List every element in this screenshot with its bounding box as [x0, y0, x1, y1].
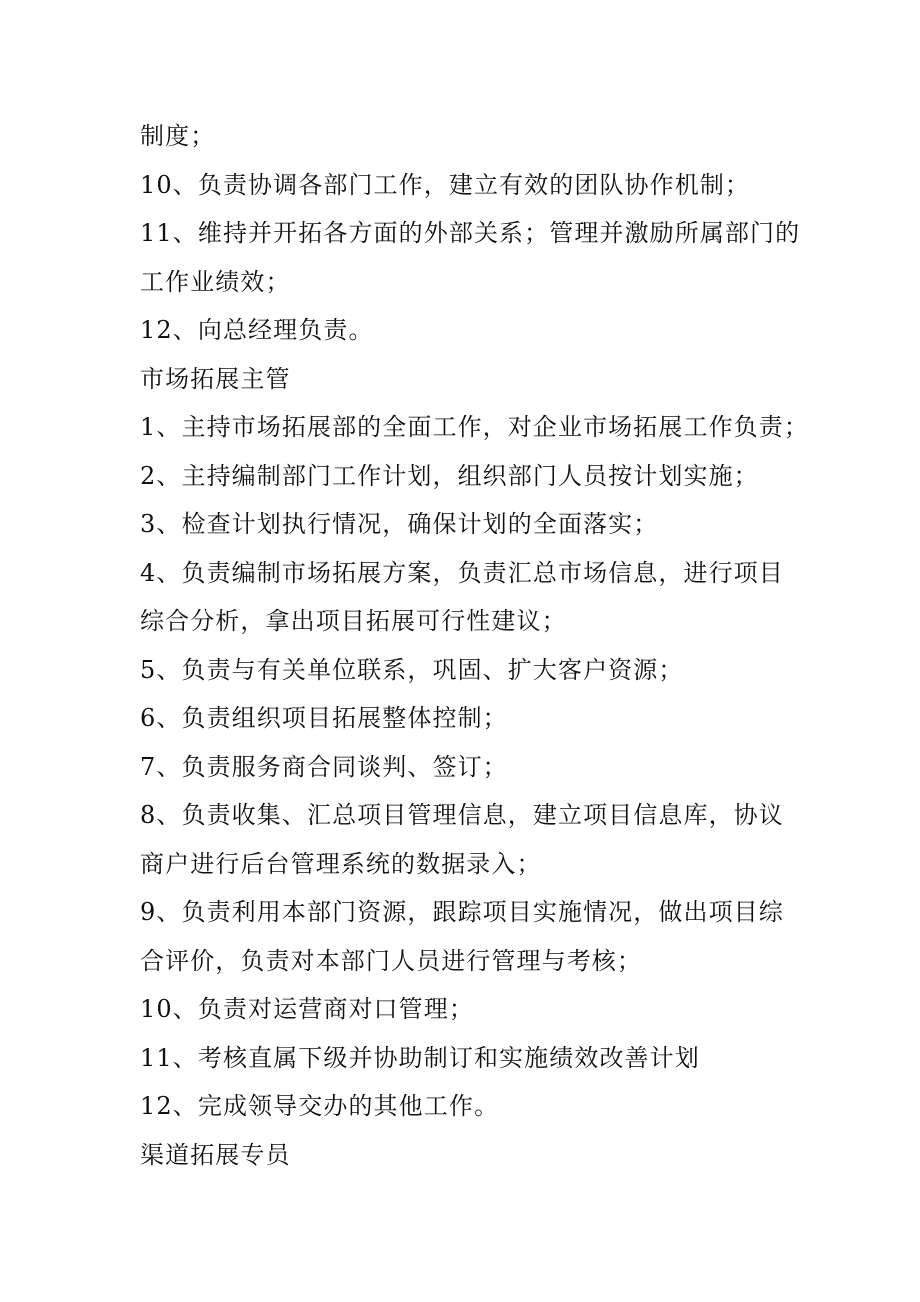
text-line: 8、负责收集、汇总项目管理信息，建立项目信息库，协议	[140, 801, 784, 829]
text-line: 12、向总经理负责。	[140, 316, 374, 344]
text-line: 制度；	[140, 122, 216, 150]
text-line: 10、负责协调各部门工作，建立有效的团队协作机制；	[140, 170, 751, 199]
text-line: 7、负责服务商合同谈判、签订；	[140, 752, 508, 781]
text-line: 3、检查计划执行情况，确保计划的全面落实；	[140, 510, 659, 538]
document-body	[140, 112, 809, 1179]
text-line: 10、负责对运营商对口管理；	[140, 995, 474, 1023]
text-line: 6、负责组织项目拓展整体控制；	[140, 704, 508, 732]
section-heading: 渠道拓展专员	[140, 1140, 291, 1169]
text-line: 4、负责编制市场拓展方案，负责汇总市场信息，进行项目	[140, 558, 784, 587]
text-line: 9、负责利用本部门资源，跟踪项目实施情况，做出项目综	[140, 898, 784, 926]
text-line: 12、完成领导交办的其他工作。	[140, 1092, 500, 1120]
text-line: 5、负责与有关单位联系，巩固、扩大客户资源；	[140, 655, 684, 684]
text-line: 综合分析，拿出项目拓展可行性建议；	[140, 607, 567, 635]
text-line: 商户进行后台管理系统的数据录入；	[140, 849, 542, 878]
text-line: 11、维持并开拓各方面的外部关系；管理并激励所属部门的	[140, 219, 801, 247]
text-line: 工作业绩效；	[140, 267, 291, 296]
text-line: 1、主持市场拓展部的全面工作，对企业市场拓展工作负责；	[140, 413, 809, 441]
text-line: 11、考核直属下级并协助制订和实施绩效改善计划	[140, 1043, 700, 1072]
text-line: 2、主持编制部门工作计划，组织部门人员按计划实施；	[140, 461, 759, 490]
section-heading: 市场拓展主管	[140, 364, 291, 393]
text-line: 合评价，负责对本部门人员进行管理与考核；	[140, 946, 642, 975]
